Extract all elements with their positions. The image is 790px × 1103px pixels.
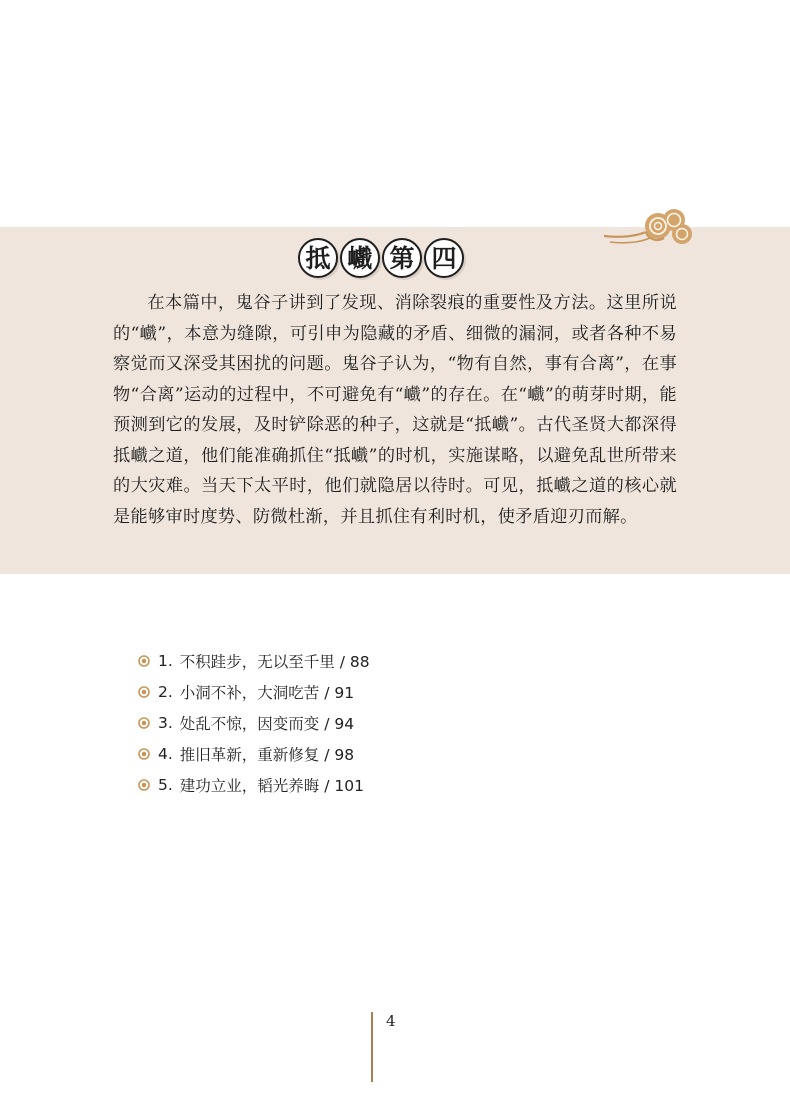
circle-bullet-icon (138, 748, 150, 760)
toc-text: 推旧革新，重新修复 / 98 (179, 745, 355, 764)
toc-item[interactable] (138, 676, 638, 707)
toc-text: 处乱不惊，因变而变 / 94 (179, 714, 355, 733)
page-number: 4 (386, 1012, 396, 1030)
toc-number: 5. (158, 775, 173, 794)
toc-number: 2. (158, 682, 173, 701)
toc-text: 不积跬步，无以至千里 / 88 (179, 652, 370, 671)
title-char: 第 (382, 238, 422, 278)
intro-paragraph: 在本篇中，鬼谷子讲到了发现、消除裂痕的重要性及方法。这里所说的“巇”，本意为缝隙，可引申为隐藏的矛盾、细微的漏洞，或者各种不易察觉而又深受其困扰的问题。鬼谷子认为，“物有自然，事有合离”，在事物“合离”运动的过程中，不可避免有“巇”的存在。在“巇”的萌芽时期，能预测到它的发展，及时铲除恶的种子，这就是“抵巇”。古代圣贤大都深得抵巇之道，他们能准确抓住“抵巇”的时机，实施谋略，以避免乱世所带来的大灾难。当天下太平时，他们就隐居以待时。可见，抵巇之道的核心就是能够审时度势、防微杜渐，并且抓住有利时机，使矛盾迎刃而解。 (113, 293, 677, 527)
table-of-contents (138, 645, 638, 800)
circle-bullet-icon (138, 655, 150, 667)
toc-number: 4. (158, 744, 173, 763)
circle-bullet-icon (138, 686, 150, 698)
toc-number: 1. (158, 651, 173, 670)
toc-item[interactable] (138, 707, 638, 738)
title-char: 抵 (298, 238, 338, 278)
toc-text: 建功立业，韬光养晦 / 101 (179, 776, 364, 795)
toc-text: 小洞不补，大洞吃苦 / 91 (179, 683, 355, 702)
toc-number: 3. (158, 713, 173, 732)
chapter-title (298, 238, 464, 280)
title-char: 四 (424, 238, 464, 278)
page-number-rule (371, 1012, 373, 1082)
toc-item[interactable] (138, 738, 638, 769)
cloud-ornament-icon (602, 202, 694, 248)
title-char: 巇 (340, 238, 380, 278)
toc-item[interactable] (138, 769, 638, 800)
toc-item[interactable] (138, 645, 638, 676)
circle-bullet-icon (138, 779, 150, 791)
circle-bullet-icon (138, 717, 150, 729)
